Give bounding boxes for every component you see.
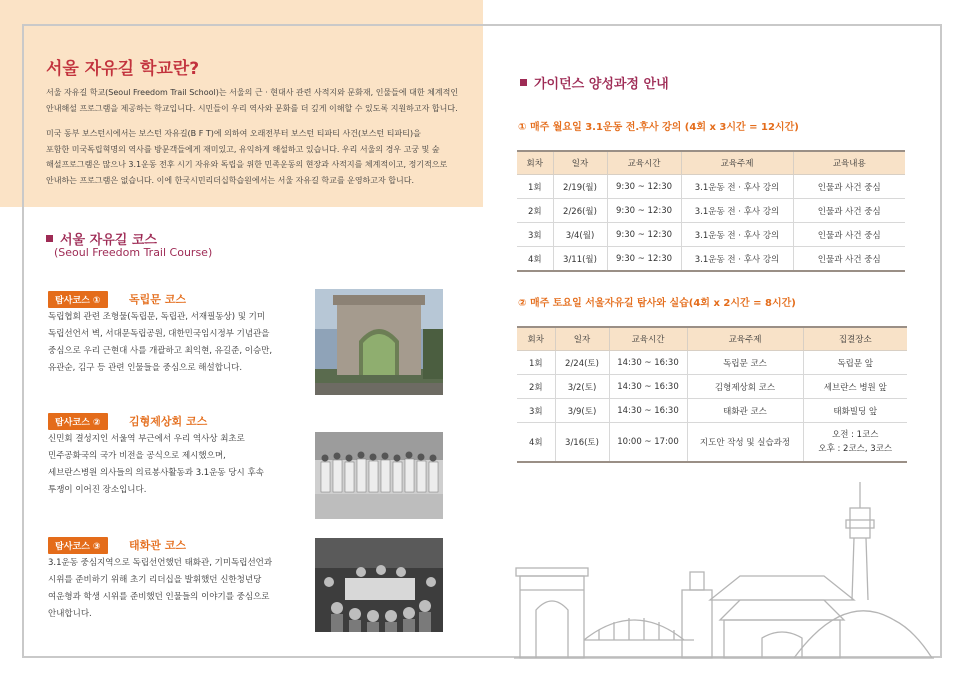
intro-line: 미국 동부 보스턴시에서는 보스턴 자유길(B F T)에 의하여 오래전부터 보스턴 티파티 사건(보스턴 티파티)을 — [46, 129, 421, 138]
course-name-1: 독립문 코스 — [129, 293, 186, 306]
table-cell: 세브란스 병원 앞 — [803, 375, 907, 399]
table-cell: 2/26(월) — [553, 199, 607, 223]
table-header-cell: 교육내용 — [793, 151, 905, 175]
table-row — [517, 423, 907, 463]
lecture-schedule-table — [517, 150, 905, 272]
square-bullet-icon — [46, 235, 53, 242]
table-cell: 김형제상회 코스 — [687, 375, 803, 399]
course-line: 중심으로 우리 근현대 사를 개괄하고 최익현, 유길준, 이승만, — [48, 346, 273, 356]
course-line: 세브란스병원 의사들의 의료봉사활동과 3.1운동 당시 후속 — [48, 468, 264, 478]
table-cell: 3.1운동 전 · 후사 강의 — [681, 175, 793, 199]
table-row — [517, 175, 905, 199]
table-cell: 2회 — [517, 375, 555, 399]
table-cell: 3.1운동 전 · 후사 강의 — [681, 247, 793, 272]
table-row — [517, 399, 907, 423]
square-bullet-icon — [520, 79, 527, 86]
course-badge-3: 탐사코스 ③ — [48, 537, 108, 554]
seoul-skyline-illustration — [514, 480, 934, 660]
table-cell: 9:30 ~ 12:30 — [607, 175, 681, 199]
table-cell: 2/19(월) — [553, 175, 607, 199]
doctors-group-photo — [315, 432, 443, 519]
table-cell: 인물과 사건 중심 — [793, 223, 905, 247]
course-description-3 — [48, 555, 303, 623]
course-description-1 — [48, 309, 303, 377]
intro-line: 서울 자유길 학교(Seoul Freedom Trail School)는 서울의 근 · 현대사 관련 사적지와 문화재, 인물들에 대한 체계적인 — [46, 88, 459, 97]
table-cell: 14:30 ~ 16:30 — [609, 375, 687, 399]
table-cell: 9:30 ~ 12:30 — [607, 247, 681, 272]
course-line: 안내합니다. — [48, 609, 92, 619]
intro-title: 서울 자유길 학교란? — [46, 59, 200, 79]
table-header-row — [517, 151, 905, 175]
table-cell: 10:00 ~ 17:00 — [609, 423, 687, 463]
course-name-3: 태화관 코스 — [129, 539, 186, 552]
table-header-cell: 집결장소 — [803, 327, 907, 351]
table-cell: 태화관 코스 — [687, 399, 803, 423]
intro-line: 안내하는 프로그램은 없습니다. 이에 한국시민리더십학습원에서는 서울 자유길 학교를 운영하고자 합니다. — [46, 175, 415, 185]
course-line: 3.1운동 중심지역으로 독립선언했던 태화관, 기미독립선언과 — [48, 558, 273, 568]
independence-gate-photo — [315, 289, 443, 395]
course-badge-2: 탐사코스 ② — [48, 413, 108, 430]
table-cell: 14:30 ~ 16:30 — [609, 351, 687, 375]
step1-title: ① 매주 월요일 3.1운동 전.후사 강의 (4회 x 3시간 = 12시간) — [518, 122, 799, 133]
table-cell: 4회 — [517, 423, 555, 463]
table-cell: 9:30 ~ 12:30 — [607, 223, 681, 247]
table-row — [517, 351, 907, 375]
course-line: 여운형과 학생 시위를 준비했던 인물들의 이야기를 중심으로 — [48, 592, 270, 602]
table-cell: 1회 — [517, 175, 553, 199]
table-row — [517, 199, 905, 223]
meeting-place-afternoon: 오후 : 2코스, 3코스 — [818, 444, 893, 454]
intro-line: 해설프로그램은 많으나 3.1운동 전후 시기 자유와 독립을 위한 민족운동의 현장과 사적지를 체계적이고, 정기적으로 — [46, 160, 448, 169]
table-cell: 인물과 사건 중심 — [793, 175, 905, 199]
table-cell: 독립문 앞 — [803, 351, 907, 375]
table-cell: 태화빌딩 앞 — [803, 399, 907, 423]
course-badge-1: 탐사코스 ① — [48, 291, 108, 308]
intro-line: 안내해설 프로그램을 제공하는 학교입니다. 시민들이 우리 역사와 문화를 더 깊게 이해할 수 있도록 지원하고자 합니다. — [46, 103, 458, 113]
table-row — [517, 247, 905, 272]
course-line: 신민회 결성지인 서울역 부근에서 우리 역사상 최초로 — [48, 434, 245, 444]
table-cell: 4회 — [517, 247, 553, 272]
table-cell: 3회 — [517, 399, 555, 423]
table-cell: 2/24(토) — [555, 351, 609, 375]
table-cell: 3/16(토) — [555, 423, 609, 463]
table-cell: 지도안 작성 및 실습과정 — [687, 423, 803, 463]
course-line: 독립선언서 벽, 서대문독립공원, 대한민국임시정부 기념관을 — [48, 329, 270, 339]
table-cell: 3.1운동 전 · 후사 강의 — [681, 199, 793, 223]
table-header-cell: 회차 — [517, 327, 555, 351]
table-cell: 14:30 ~ 16:30 — [609, 399, 687, 423]
course-name-2: 김형제상회 코스 — [129, 415, 208, 428]
table-row — [517, 375, 907, 399]
table-cell: 3회 — [517, 223, 553, 247]
course-line: 투쟁이 이어진 장소입니다. — [48, 485, 147, 495]
table-header-cell: 교육주제 — [681, 151, 793, 175]
table-header-cell: 교육시간 — [607, 151, 681, 175]
table-cell: 인물과 사건 중심 — [793, 247, 905, 272]
table-cell: 3/11(월) — [553, 247, 607, 272]
table-header-cell: 회차 — [517, 151, 553, 175]
table-header-row — [517, 327, 907, 351]
step2-title: ② 매주 토요일 서울자유길 탐사와 실습(4회 x 2시간 = 8시간) — [518, 298, 796, 309]
table-cell-meeting-place — [803, 423, 907, 463]
table-cell: 3.1운동 전 · 후사 강의 — [681, 223, 793, 247]
table-header-cell: 교육시간 — [609, 327, 687, 351]
course-line: 민주공화국의 국가 비전을 공식으로 제시했으며, — [48, 451, 226, 461]
intro-paragraph-1 — [46, 85, 471, 116]
table-cell: 1회 — [517, 351, 555, 375]
table-header-cell: 일자 — [553, 151, 607, 175]
table-cell: 인물과 사건 중심 — [793, 199, 905, 223]
table-cell: 3/9(토) — [555, 399, 609, 423]
table-row — [517, 223, 905, 247]
table-cell: 3/4(월) — [553, 223, 607, 247]
meeting-place-morning: 오전 : 1코스 — [831, 430, 879, 440]
course-line: 유관순, 김구 등 관련 인물들을 중심으로 해설합니다. — [48, 363, 243, 373]
table-cell: 9:30 ~ 12:30 — [607, 199, 681, 223]
course-subheading: (Seoul Freedom Trail Course) — [54, 246, 213, 259]
course-line: 독립협회 관련 조형물(독립문, 독립관, 서재필동상) 및 기미 — [48, 312, 266, 322]
guidance-heading-text: 가이던스 양성과정 안내 — [534, 77, 669, 92]
intro-paragraph-2 — [46, 126, 471, 188]
table-header-cell: 교육주제 — [687, 327, 803, 351]
table-cell: 2회 — [517, 199, 553, 223]
table-cell: 3/2(토) — [555, 375, 609, 399]
course-heading-text: 서울 자유길 코스 — [60, 233, 157, 248]
taehwagwan-gathering-photo — [315, 538, 443, 632]
intro-line: 포함한 미국독립혁명의 역사를 방문객들에게 재미있고, 유익하게 해설하고 있습니다. 우리 서울의 경우 고궁 및 숲 — [46, 144, 440, 154]
field-practice-table — [517, 326, 907, 463]
table-header-cell: 일자 — [555, 327, 609, 351]
guidance-heading — [520, 73, 669, 92]
course-line: 시위를 준비하기 위해 초기 리더십을 발휘했던 신한청년당 — [48, 575, 262, 585]
course-description-2 — [48, 431, 303, 499]
table-cell: 독립문 코스 — [687, 351, 803, 375]
